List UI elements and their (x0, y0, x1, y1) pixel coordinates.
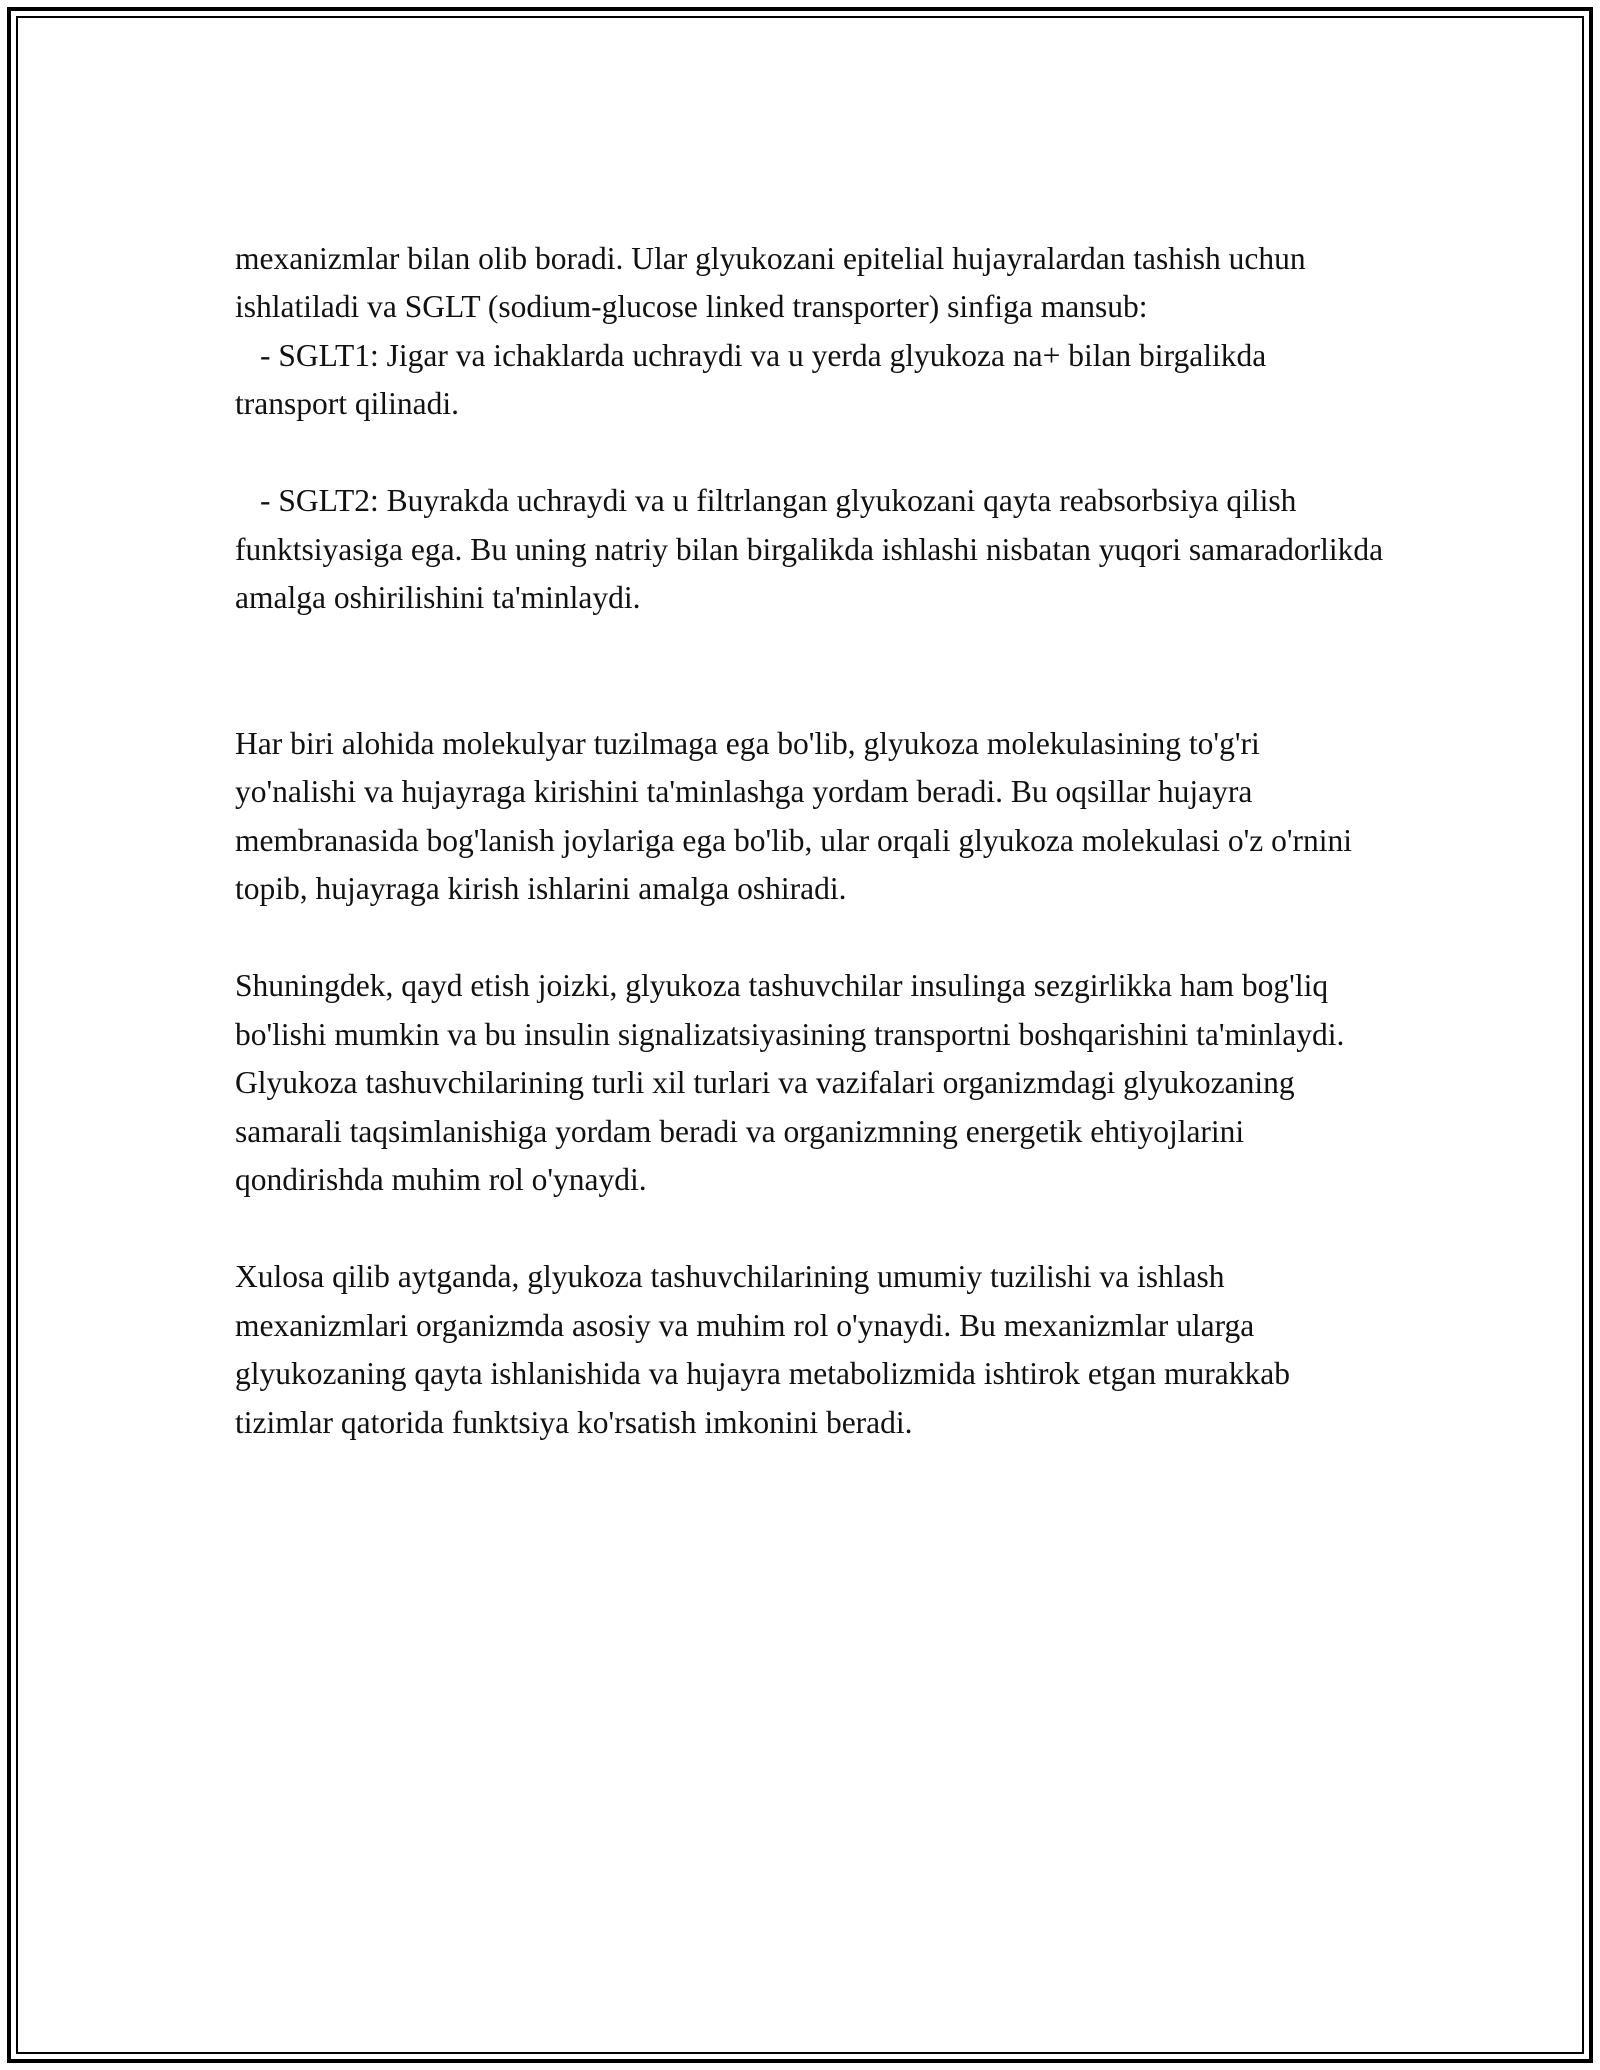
document-body (235, 186, 1385, 1447)
paragraph-insulin-sensitivity: Shuningdek, qayd etish joizki, glyukoza tashuvchilar insulinga sezgirlikka ham bog'liq bo'lishi mumkin va bu insulin signalizatsiyasining transportni boshqarishini ta'minlaydi. Glyukoza tashuvchilarining turli xil turlari va vazifalari organizmdagi glyukozaning samarali taqsimlanishiga yordam beradi va organizmning energetik ehtiyojlarini qondirishda muhim rol o'ynaydi. (235, 968, 1345, 1197)
paragraph-molecular-structure: Har biri alohida molekulyar tuzilmaga ega bo'lib, glyukoza molekulasining to'g'ri yo'nalishi va hujayraga kirishini ta'minlashga yordam beradi. Bu oqsillar hujayra membranasida bog'lanish joylariga ega bo'lib, ular orqali glyukoza molekulasi o'z o'rnini topib, hujayraga kirish ishlarini amalga oshiradi. (235, 725, 1353, 906)
list-item-sglt1: - SGLT1: Jigar va ichaklarda uchraydi va u yerda glyukoza na+ bilan birgalikda transport qilinadi. (235, 337, 1267, 421)
list-item-sglt2: - SGLT2: Buyrakda uchraydi va u filtrlangan glyukozani qayta reabsorbsiya qilish funktsiyasiga ega. Bu uning natriy bilan birgalikda ishlashi nisbatan yuqori samaradorlikda amalga oshirilishini ta'minlaydi. (235, 483, 1384, 615)
paragraph-sglt-intro (235, 186, 1385, 671)
paragraph-conclusion: Xulosa qilib aytganda, glyukoza tashuvchilarining umumiy tuzilishi va ishlash mexanizmlari organizmda asosiy va muhim rol o'ynaydi. Bu mexanizmlar ularga glyukozaning qayta ishlanishida va hujayra metabolizmida ishtirok etgan murakkab tizimlar qatorida funktsiya ko'rsatish imkonini beradi. (235, 1259, 1290, 1440)
sglt-intro-text: mexanizmlar bilan olib boradi. Ular glyukozani epitelial hujayralardan tashish uchun ishlatiladi va SGLT (sodium-glucose linked transporter) sinfiga mansub: (235, 240, 1306, 324)
